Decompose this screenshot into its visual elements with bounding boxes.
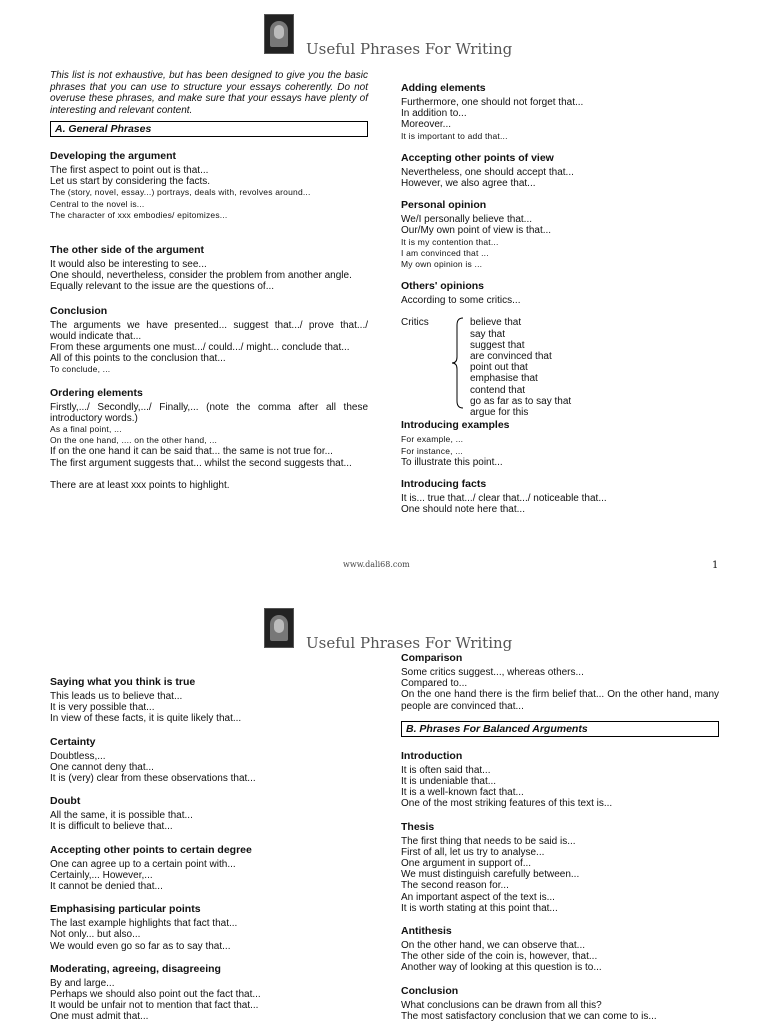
accepting-degree-heading: Accepting other points to certain degree [50, 843, 252, 856]
list-item: First of all, let us try to analyse... [401, 846, 545, 858]
facts-list [401, 493, 719, 515]
conclusion-list [401, 1000, 719, 1022]
doubt-heading: Doubt [50, 795, 81, 808]
list-item: In view of these facts, it is quite likely that... [50, 713, 242, 725]
list-item: The first argument suggests that... whilst the second suggests that... [50, 457, 352, 469]
list-item: This leads us to believe that... [50, 691, 183, 702]
list-item: It is my contention that... [401, 236, 499, 247]
list-item: It is... true that.../ clear that.../ noticeable that... [401, 493, 607, 505]
section-b-heading: B. Phrases For Balanced Arguments [401, 721, 719, 737]
list-item: The (story, novel, essay...) portrays, deals with, revolves around... [50, 187, 311, 198]
list-item: The most satisfactory conclusion that we can come to is... [401, 1010, 657, 1022]
left-column [50, 676, 368, 1023]
list-item: One argument in support of... [401, 858, 532, 870]
list-item: The character of xxx embodies/ epitomizes... [50, 209, 228, 220]
examples-heading: Introducing examples [401, 419, 510, 432]
list-item: According to some critics... [401, 295, 521, 307]
list-item: We must distinguish carefully between... [401, 869, 580, 881]
moderating-heading: Moderating, agreeing, disagreeing [50, 962, 221, 975]
ordering-heading: Ordering elements [50, 386, 143, 399]
others-list [401, 295, 719, 306]
examples-list [401, 434, 719, 468]
conclusion-heading: Conclusion [401, 984, 459, 997]
developing-list [50, 165, 368, 221]
portrait-logo-icon [264, 14, 294, 54]
list-item: On the other hand, we can observe that... [401, 940, 586, 952]
accepting-list [401, 167, 719, 189]
list-item: For example, ... [401, 434, 464, 445]
comparison-heading: Comparison [401, 652, 463, 664]
list-item: Doubtless,... [50, 750, 106, 762]
list-item: To conclude, ... [50, 364, 111, 375]
critics-option: go as far as to say that [470, 395, 572, 407]
introduction-heading: Introduction [401, 749, 463, 762]
list-item: All the same, it is possible that... [50, 810, 193, 822]
page-2 [0, 600, 768, 1024]
antithesis-heading: Antithesis [401, 925, 452, 938]
section-a-heading: A. General Phrases [50, 121, 368, 137]
list-item: It is worth stating at this point that... [401, 902, 558, 914]
adding-heading: Adding elements [401, 82, 486, 94]
intro-text: This list is not exhaustive, but has been designed to give you the basic phrases that you can use to structure your essays coherently. Do not overuse these phrases, and make sure that your essays have plenty of interesting and relevant content. [50, 70, 368, 116]
portrait-logo-icon [264, 608, 294, 648]
list-item: The other side of the coin is, however, that... [401, 951, 598, 963]
list-item: Another way of looking at this question is to... [401, 962, 602, 974]
list-item: On the one hand, .... on the other hand, ... [50, 435, 218, 446]
right-column [401, 652, 719, 1022]
critics-option: point out that [470, 362, 528, 374]
list-item: There are at least xxx points to highlight. [50, 479, 230, 491]
adding-list [401, 97, 719, 142]
list-item: As a final point, ... [50, 424, 122, 435]
list-item: The last example highlights that fact that... [50, 918, 238, 930]
list-item: My own opinion is ... [401, 259, 483, 270]
list-item: Some critics suggest..., whereas others... [401, 667, 584, 678]
list-item: The first aspect to point out is that... [50, 165, 209, 176]
list-item: Perhaps we should also point out the fact that... [50, 989, 261, 1001]
list-item: One must admit that... [50, 1011, 149, 1023]
developing-heading: Developing the argument [50, 150, 177, 162]
critics-group [401, 317, 719, 419]
list-item: From these arguments one must.../ could.../ might... conclude that... [50, 342, 350, 354]
right-column [401, 82, 719, 515]
list-item: Compared to... [401, 678, 468, 690]
facts-heading: Introducing facts [401, 478, 487, 491]
list-item: What conclusions can be drawn from all this? [401, 999, 602, 1011]
list-item: I am convinced that ... [401, 247, 489, 258]
list-item: The first thing that needs to be said is... [401, 835, 576, 847]
critics-option: say that [470, 328, 506, 340]
critics-label: Critics [401, 317, 429, 329]
moderating-list [50, 978, 368, 1023]
list-item: In addition to... [401, 108, 467, 120]
list-item: It is (very) clear from these observations that... [50, 773, 256, 785]
ordering-list [50, 402, 368, 491]
critics-option: emphasise that [470, 373, 538, 385]
comparison-list [401, 667, 719, 712]
list-item: It is undeniable that... [401, 776, 497, 788]
list-item: For instance, ... [401, 445, 463, 456]
personal-list [401, 214, 719, 270]
other-side-list [50, 259, 368, 293]
list-item: The arguments we have presented... suggest that.../ prove that.../ would indicate that... [50, 319, 368, 342]
curly-brace-icon [451, 317, 465, 409]
conclusion-heading: Conclusion [50, 304, 108, 317]
list-item: It would also be interesting to see... [50, 259, 207, 271]
critics-option: argue for this [470, 407, 529, 419]
list-item: Central to the novel is... [50, 198, 145, 209]
list-item: One should, nevertheless, consider the problem from another angle. [50, 270, 352, 282]
list-item: However, we also agree that... [401, 178, 536, 190]
list-item: Nevertheless, one should accept that... [401, 166, 574, 178]
other-side-heading: The other side of the argument [50, 244, 205, 257]
list-item: One of the most striking features of this text is... [401, 798, 613, 810]
list-item: If on the one hand it can be said that... the same is not true for... [50, 446, 333, 458]
list-item: It is a well-known fact that... [401, 787, 524, 799]
footer-url: www.dali68.com [343, 560, 410, 569]
page-number: 1 [712, 560, 719, 571]
list-item: Equally relevant to the issue are the questions of... [50, 281, 275, 293]
list-item: To illustrate this point... [401, 456, 503, 468]
left-column [50, 70, 368, 491]
saying-heading: Saying what you think is true [50, 676, 196, 688]
list-item: One can agree up to a certain point with... [50, 858, 236, 870]
emphasising-list [50, 918, 368, 952]
list-item: Not only... but also... [50, 929, 141, 941]
list-item: It is important to add that... [401, 130, 508, 141]
saying-list [50, 691, 368, 725]
list-item: Certainly,... However,... [50, 869, 153, 881]
critics-option: contend that [470, 384, 526, 396]
list-item: The second reason for... [401, 880, 509, 892]
list-item: An important aspect of the text is... [401, 891, 555, 903]
list-item: We would even go so far as to say that... [50, 940, 231, 952]
list-item: It is difficult to believe that... [50, 821, 173, 833]
list-item: Our/My own point of view is that... [401, 225, 552, 237]
others-heading: Others' opinions [401, 280, 485, 293]
list-item: By and large... [50, 977, 115, 989]
critics-option: are convinced that [470, 351, 552, 363]
list-item: On the one hand there is the firm belief that... On the other hand, many people are convinced that... [401, 689, 719, 712]
list-item: Moreover... [401, 119, 452, 131]
introduction-list [401, 765, 719, 810]
accepting-heading: Accepting other points of view [401, 151, 554, 164]
thesis-list [401, 836, 719, 914]
list-item: Let us start by considering the facts. [50, 176, 211, 188]
certainty-heading: Certainty [50, 735, 96, 748]
page-title: Useful Phrases For Writing [306, 40, 513, 58]
list-item: It is often said that... [401, 764, 491, 776]
emphasising-heading: Emphasising particular points [50, 903, 201, 916]
list-item: All of this points to the conclusion that... [50, 353, 226, 365]
antithesis-list [401, 940, 719, 974]
list-item: It is very possible that... [50, 702, 155, 714]
list-item: Firstly,.../ Secondly,.../ Finally,... (note the comma after all these introductory words.) [50, 401, 368, 424]
critics-option: suggest that [470, 339, 525, 351]
list-item: One should note here that... [401, 504, 525, 516]
critics-option: believe that [470, 317, 522, 329]
list-item: One cannot deny that... [50, 761, 154, 773]
list-item: We/I personally believe that... [401, 214, 532, 226]
accepting-degree-list [50, 859, 368, 893]
doubt-list [50, 810, 368, 832]
critics-options [470, 317, 571, 418]
list-item: It cannot be denied that... [50, 881, 163, 893]
list-item: Furthermore, one should not forget that... [401, 97, 584, 108]
certainty-list [50, 751, 368, 785]
list-item: It would be unfair not to mention that fact that... [50, 1000, 259, 1012]
conclusion-list [50, 320, 368, 376]
page-title: Useful Phrases For Writing [306, 634, 513, 652]
personal-heading: Personal opinion [401, 199, 487, 212]
thesis-heading: Thesis [401, 820, 435, 833]
